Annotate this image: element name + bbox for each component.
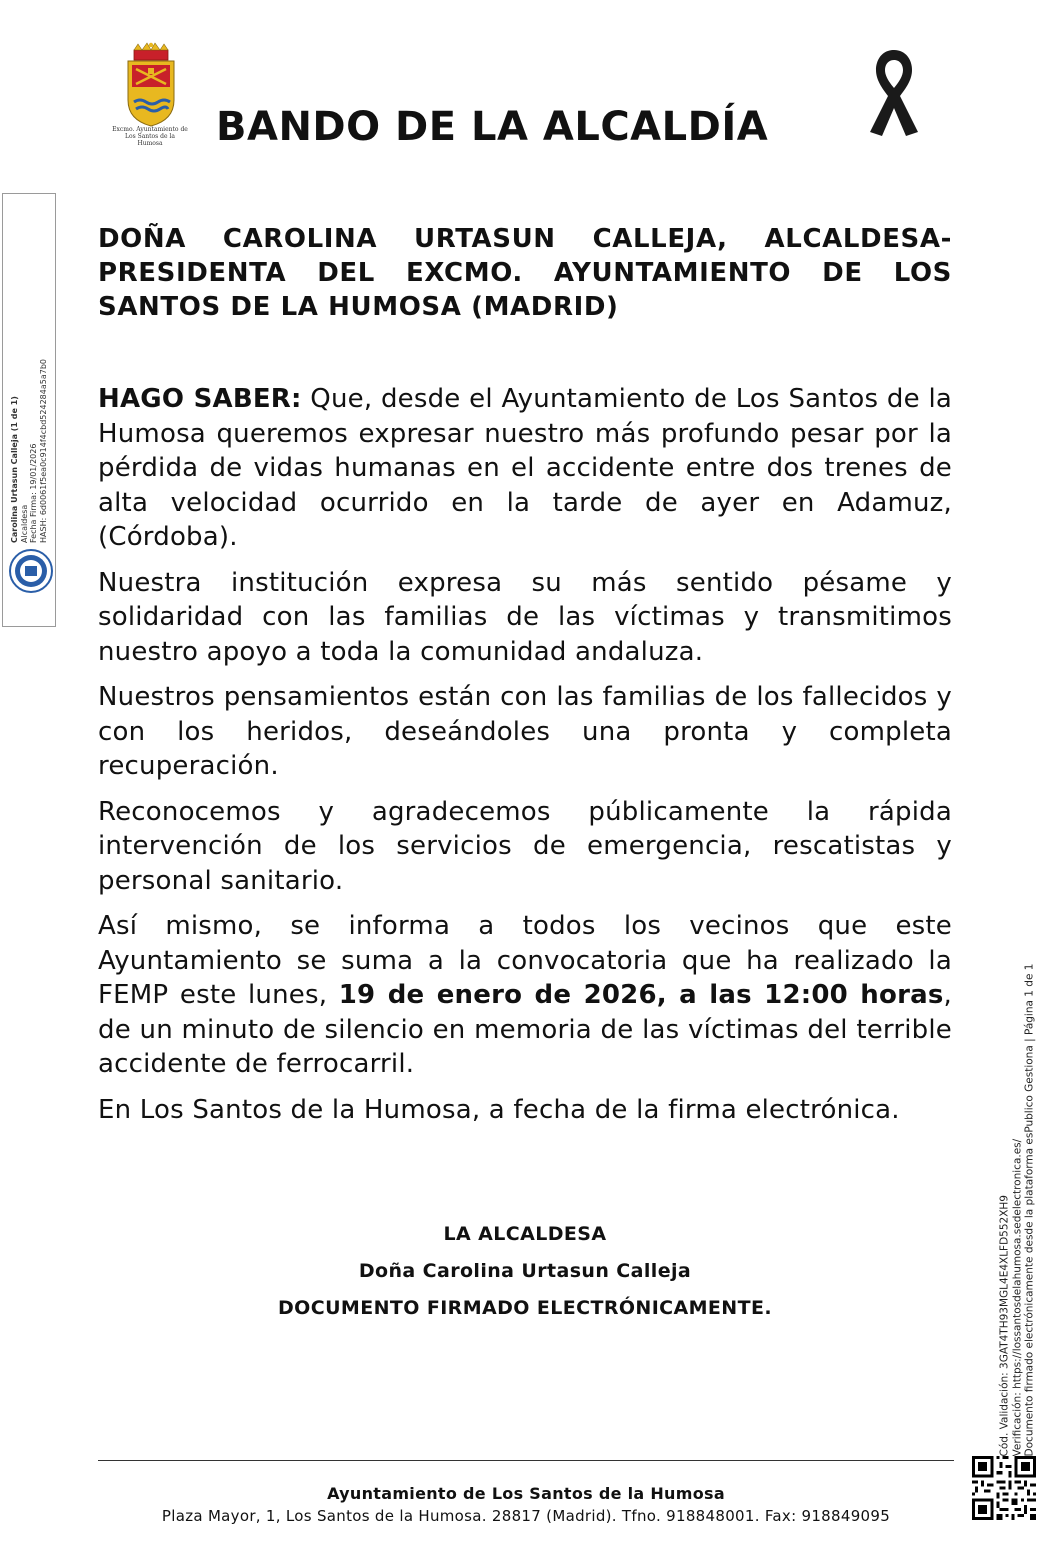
hago-saber-lead: HAGO SABER: (98, 384, 302, 414)
heading: DOÑA CAROLINA URTASUN CALLEJA, ALCALDESA-PRESIDENTA DEL EXCMO. AYUNTAMIENTO DE LOS SANTOS DE LA HUMOSA (MADRID) (98, 224, 952, 322)
paragraph-text: Así mismo, se informa a todos los vecinos que este Ayuntamiento se suma a la convocatoria que ha realizado la FEMP este lunes, (98, 911, 952, 1010)
validation-note: Documento firmado electrónicamente desde la plataforma esPublico Gestiona | Página 1 de 1 (1023, 963, 1036, 1457)
paragraph-closing: En Los Santos de la Humosa, a fecha de la firma electrónica. (98, 1094, 900, 1125)
seal-icon (8, 548, 54, 594)
event-datetime: 19 de enero de 2026, a las 12:00 horas (338, 980, 944, 1010)
paragraph-gratitude: Reconocemos y agradecemos públicamente la rápida intervención de los servicios de emergencia, rescatistas y personal sanitario. (98, 796, 952, 896)
qr-code-icon[interactable] (972, 1456, 1036, 1520)
mourning-ribbon-icon (860, 46, 928, 138)
crest-caption: Excmo. Ayuntamiento de Los Santos de la Humosa (112, 126, 188, 147)
validation-text (998, 964, 1036, 1457)
footer-address: Plaza Mayor, 1, Los Santos de la Humosa. 28817 (Madrid). Tfno. 918848001. Fax: 918849095 (161, 1507, 891, 1525)
document-title: BANDO DE LA ALCALDÍA (216, 104, 769, 150)
signature-stamp (2, 193, 56, 627)
footer-title: Ayuntamiento de Los Santos de la Humosa (327, 1484, 725, 1503)
footer-divider (98, 1460, 954, 1461)
paragraph-text: Que, desde el Ayuntamiento de Los Santos de la Humosa queremos expresar nuestro más profundo pesar por la pérdida de vidas humanas en el accidente entre dos trenes de alta velocidad ocurrido en la tarde de ayer en Adamuz, (Córdoba). (98, 384, 952, 552)
signature-block (98, 1216, 952, 1327)
signature-stamp-text (10, 359, 48, 543)
stamp-date: Fecha Firma: 19/01/2026 (29, 443, 38, 543)
paragraph-text: , de un minuto de silencio en memoria de las víctimas del terrible accidente de ferrocarril. (98, 980, 952, 1079)
footer (98, 1483, 954, 1527)
paragraph-thoughts: Nuestros pensamientos están con las familias de los fallecidos y con los heridos, deseándoles una pronta y completa recuperación. (98, 682, 952, 781)
signature-role: LA ALCALDESA (443, 1223, 607, 1245)
paragraph-minute-silence (98, 909, 952, 1082)
stamp-role: Alcaldesa (19, 504, 29, 543)
signature-name: Doña Carolina Urtasun Calleja (358, 1260, 692, 1282)
validation-code: Cód. Validación: 3GAT4TH93MGL4E4XLFD552XH9 (998, 1195, 1011, 1457)
document-body (98, 222, 952, 1138)
paragraph-hago-saber (98, 382, 952, 555)
paragraph-condolences: Nuestra institución expresa su más sentido pésame y solidaridad con las familias de las víctimas y transmitimos nuestro apoyo a toda la comunidad andaluza. (98, 567, 952, 667)
stamp-hash: HASH: 6d0061f5ea0c914f4cbd524284a5a7b0 (38, 359, 48, 543)
stamp-signer: Carolina Urtasun Calleja (1 de 1) (10, 396, 19, 543)
validation-url: Verificación: https://lossantosdelahumosa.sedelectronica.es/ (1010, 1138, 1023, 1457)
signature-note: DOCUMENTO FIRMADO ELECTRÓNICAMENTE. (278, 1297, 772, 1319)
